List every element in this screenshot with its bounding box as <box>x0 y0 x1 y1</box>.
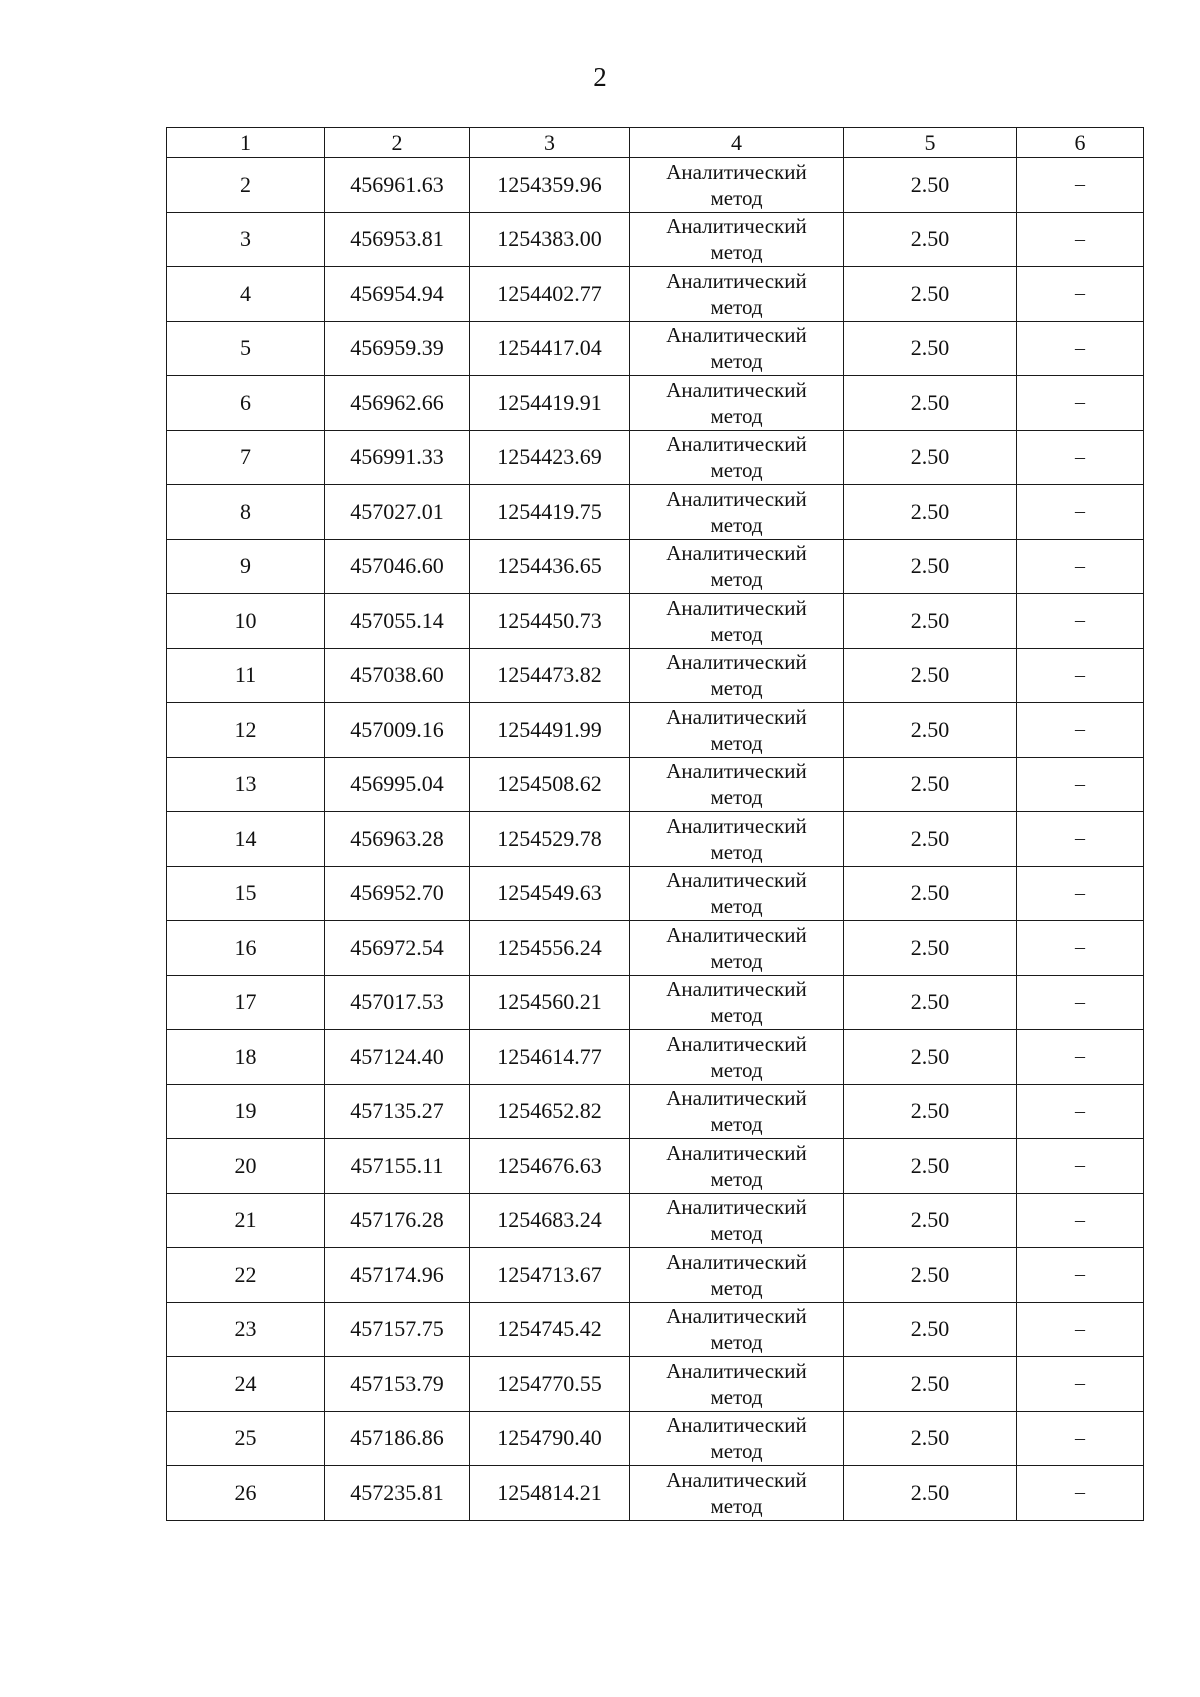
note-cell: – <box>1017 1302 1144 1357</box>
point-number-cell: 22 <box>167 1248 325 1303</box>
y-coordinate-cell: 1254549.63 <box>470 866 630 921</box>
table-row <box>167 1084 1144 1139</box>
note-cell: – <box>1017 485 1144 540</box>
accuracy-cell: 2.50 <box>844 539 1017 594</box>
accuracy-cell: 2.50 <box>844 1411 1017 1466</box>
method-line-2: метод <box>710 839 763 864</box>
column-header-6: 6 <box>1017 128 1144 158</box>
table-row <box>167 1466 1144 1521</box>
table-row <box>167 376 1144 431</box>
table-header <box>167 128 1144 158</box>
note-cell: – <box>1017 430 1144 485</box>
method-line-1: Аналитический <box>666 432 807 457</box>
table-row <box>167 1193 1144 1248</box>
y-coordinate-cell: 1254473.82 <box>470 648 630 703</box>
method-cell <box>630 703 844 758</box>
method-cell <box>630 812 844 867</box>
note-cell: – <box>1017 812 1144 867</box>
method-cell <box>630 321 844 376</box>
method-line-1: Аналитический <box>666 1467 807 1492</box>
point-number-cell: 19 <box>167 1084 325 1139</box>
accuracy-cell: 2.50 <box>844 1139 1017 1194</box>
point-number-cell: 21 <box>167 1193 325 1248</box>
method-cell <box>630 1466 844 1521</box>
note-cell: – <box>1017 1411 1144 1466</box>
y-coordinate-cell: 1254745.42 <box>470 1302 630 1357</box>
table-row <box>167 158 1144 213</box>
y-coordinate-cell: 1254790.40 <box>470 1411 630 1466</box>
y-coordinate-cell: 1254814.21 <box>470 1466 630 1521</box>
method-line-1: Аналитический <box>666 377 807 402</box>
method-line-1: Аналитический <box>666 813 807 838</box>
x-coordinate-cell: 457009.16 <box>325 703 470 758</box>
x-coordinate-cell: 456954.94 <box>325 267 470 322</box>
note-cell: – <box>1017 1466 1144 1521</box>
method-line-2: метод <box>710 1221 763 1246</box>
y-coordinate-cell: 1254419.91 <box>470 376 630 431</box>
note-cell: – <box>1017 539 1144 594</box>
method-line-1: Аналитический <box>666 1304 807 1329</box>
method-cell <box>630 921 844 976</box>
method-line-2: метод <box>710 403 763 428</box>
accuracy-cell: 2.50 <box>844 812 1017 867</box>
method-line-1: Аналитический <box>666 1031 807 1056</box>
point-number-cell: 13 <box>167 757 325 812</box>
method-line-2: метод <box>710 785 763 810</box>
method-cell <box>630 485 844 540</box>
method-line-1: Аналитический <box>666 704 807 729</box>
accuracy-cell: 2.50 <box>844 430 1017 485</box>
method-line-1: Аналитический <box>666 868 807 893</box>
point-number-cell: 18 <box>167 1030 325 1085</box>
method-line-2: метод <box>710 730 763 755</box>
y-coordinate-cell: 1254419.75 <box>470 485 630 540</box>
method-line-2: метод <box>710 1057 763 1082</box>
note-cell: – <box>1017 594 1144 649</box>
method-line-1: Аналитический <box>666 1195 807 1220</box>
y-coordinate-cell: 1254359.96 <box>470 158 630 213</box>
x-coordinate-cell: 456962.66 <box>325 376 470 431</box>
accuracy-cell: 2.50 <box>844 1302 1017 1357</box>
note-cell: – <box>1017 1030 1144 1085</box>
accuracy-cell: 2.50 <box>844 158 1017 213</box>
method-cell <box>630 975 844 1030</box>
note-cell: – <box>1017 158 1144 213</box>
note-cell: – <box>1017 866 1144 921</box>
column-header-3: 3 <box>470 128 630 158</box>
x-coordinate-cell: 456963.28 <box>325 812 470 867</box>
table-row <box>167 757 1144 812</box>
method-cell <box>630 1411 844 1466</box>
accuracy-cell: 2.50 <box>844 757 1017 812</box>
x-coordinate-cell: 457055.14 <box>325 594 470 649</box>
y-coordinate-cell: 1254450.73 <box>470 594 630 649</box>
accuracy-cell: 2.50 <box>844 921 1017 976</box>
method-cell <box>630 376 844 431</box>
method-cell <box>630 158 844 213</box>
method-line-2: метод <box>710 621 763 646</box>
point-number-cell: 2 <box>167 158 325 213</box>
accuracy-cell: 2.50 <box>844 648 1017 703</box>
x-coordinate-cell: 457017.53 <box>325 975 470 1030</box>
method-cell <box>630 866 844 921</box>
point-number-cell: 5 <box>167 321 325 376</box>
x-coordinate-cell: 457124.40 <box>325 1030 470 1085</box>
note-cell: – <box>1017 1084 1144 1139</box>
note-cell: – <box>1017 1357 1144 1412</box>
note-cell: – <box>1017 267 1144 322</box>
table-row <box>167 1030 1144 1085</box>
coordinates-table <box>166 127 1144 1521</box>
y-coordinate-cell: 1254529.78 <box>470 812 630 867</box>
method-line-1: Аналитический <box>666 595 807 620</box>
y-coordinate-cell: 1254614.77 <box>470 1030 630 1085</box>
table-row <box>167 212 1144 267</box>
x-coordinate-cell: 456972.54 <box>325 921 470 976</box>
table-row <box>167 648 1144 703</box>
column-header-2: 2 <box>325 128 470 158</box>
table-row <box>167 1139 1144 1194</box>
method-cell <box>630 1139 844 1194</box>
x-coordinate-cell: 456995.04 <box>325 757 470 812</box>
method-line-1: Аналитический <box>666 486 807 511</box>
table-row <box>167 1411 1144 1466</box>
method-cell <box>630 212 844 267</box>
method-line-2: метод <box>710 1003 763 1028</box>
accuracy-cell: 2.50 <box>844 1084 1017 1139</box>
y-coordinate-cell: 1254383.00 <box>470 212 630 267</box>
y-coordinate-cell: 1254417.04 <box>470 321 630 376</box>
x-coordinate-cell: 457135.27 <box>325 1084 470 1139</box>
method-line-1: Аналитический <box>666 214 807 239</box>
y-coordinate-cell: 1254491.99 <box>470 703 630 758</box>
accuracy-cell: 2.50 <box>844 594 1017 649</box>
method-line-1: Аналитический <box>666 1249 807 1274</box>
accuracy-cell: 2.50 <box>844 1030 1017 1085</box>
x-coordinate-cell: 457153.79 <box>325 1357 470 1412</box>
point-number-cell: 23 <box>167 1302 325 1357</box>
method-line-1: Аналитический <box>666 1358 807 1383</box>
note-cell: – <box>1017 703 1144 758</box>
y-coordinate-cell: 1254436.65 <box>470 539 630 594</box>
x-coordinate-cell: 456961.63 <box>325 158 470 213</box>
method-cell <box>630 594 844 649</box>
y-coordinate-cell: 1254423.69 <box>470 430 630 485</box>
x-coordinate-cell: 457155.11 <box>325 1139 470 1194</box>
table-row <box>167 921 1144 976</box>
note-cell: – <box>1017 212 1144 267</box>
table-row <box>167 812 1144 867</box>
method-line-2: метод <box>710 1384 763 1409</box>
y-coordinate-cell: 1254652.82 <box>470 1084 630 1139</box>
method-cell <box>630 430 844 485</box>
y-coordinate-cell: 1254556.24 <box>470 921 630 976</box>
method-line-1: Аналитический <box>666 268 807 293</box>
accuracy-cell: 2.50 <box>844 1248 1017 1303</box>
column-header-4: 4 <box>630 128 844 158</box>
note-cell: – <box>1017 1248 1144 1303</box>
column-header-1: 1 <box>167 128 325 158</box>
method-line-1: Аналитический <box>666 1086 807 1111</box>
x-coordinate-cell: 457157.75 <box>325 1302 470 1357</box>
accuracy-cell: 2.50 <box>844 376 1017 431</box>
column-header-5: 5 <box>844 128 1017 158</box>
point-number-cell: 11 <box>167 648 325 703</box>
note-cell: – <box>1017 1193 1144 1248</box>
table-body <box>167 158 1144 1521</box>
method-cell <box>630 267 844 322</box>
table-row <box>167 975 1144 1030</box>
note-cell: – <box>1017 921 1144 976</box>
note-cell: – <box>1017 1139 1144 1194</box>
table-row <box>167 1302 1144 1357</box>
method-cell <box>630 648 844 703</box>
accuracy-cell: 2.50 <box>844 267 1017 322</box>
point-number-cell: 25 <box>167 1411 325 1466</box>
note-cell: – <box>1017 321 1144 376</box>
x-coordinate-cell: 457038.60 <box>325 648 470 703</box>
method-line-2: метод <box>710 1166 763 1191</box>
method-line-1: Аналитический <box>666 541 807 566</box>
method-cell <box>630 757 844 812</box>
accuracy-cell: 2.50 <box>844 866 1017 921</box>
x-coordinate-cell: 456959.39 <box>325 321 470 376</box>
point-number-cell: 14 <box>167 812 325 867</box>
x-coordinate-cell: 457176.28 <box>325 1193 470 1248</box>
table-row <box>167 485 1144 540</box>
x-coordinate-cell: 457186.86 <box>325 1411 470 1466</box>
point-number-cell: 24 <box>167 1357 325 1412</box>
method-line-2: метод <box>710 458 763 483</box>
method-line-2: метод <box>710 948 763 973</box>
point-number-cell: 12 <box>167 703 325 758</box>
accuracy-cell: 2.50 <box>844 485 1017 540</box>
point-number-cell: 17 <box>167 975 325 1030</box>
point-number-cell: 9 <box>167 539 325 594</box>
header-row <box>167 128 1144 158</box>
y-coordinate-cell: 1254713.67 <box>470 1248 630 1303</box>
method-cell <box>630 1030 844 1085</box>
method-line-1: Аналитический <box>666 159 807 184</box>
x-coordinate-cell: 457235.81 <box>325 1466 470 1521</box>
table-row <box>167 866 1144 921</box>
method-line-1: Аналитический <box>666 323 807 348</box>
method-line-2: метод <box>710 1330 763 1355</box>
point-number-cell: 8 <box>167 485 325 540</box>
method-line-2: метод <box>710 676 763 701</box>
note-cell: – <box>1017 376 1144 431</box>
point-number-cell: 15 <box>167 866 325 921</box>
note-cell: – <box>1017 757 1144 812</box>
x-coordinate-cell: 456953.81 <box>325 212 470 267</box>
x-coordinate-cell: 457027.01 <box>325 485 470 540</box>
method-line-2: метод <box>710 512 763 537</box>
method-line-1: Аналитический <box>666 1413 807 1438</box>
table-row <box>167 594 1144 649</box>
accuracy-cell: 2.50 <box>844 1193 1017 1248</box>
accuracy-cell: 2.50 <box>844 975 1017 1030</box>
method-line-2: метод <box>710 240 763 265</box>
y-coordinate-cell: 1254508.62 <box>470 757 630 812</box>
accuracy-cell: 2.50 <box>844 703 1017 758</box>
method-cell <box>630 1357 844 1412</box>
method-line-2: метод <box>710 294 763 319</box>
x-coordinate-cell: 456952.70 <box>325 866 470 921</box>
point-number-cell: 10 <box>167 594 325 649</box>
method-line-2: метод <box>710 349 763 374</box>
y-coordinate-cell: 1254560.21 <box>470 975 630 1030</box>
method-cell <box>630 1193 844 1248</box>
point-number-cell: 20 <box>167 1139 325 1194</box>
method-line-1: Аналитический <box>666 922 807 947</box>
table-row <box>167 430 1144 485</box>
accuracy-cell: 2.50 <box>844 212 1017 267</box>
method-line-2: метод <box>710 1439 763 1464</box>
table-row <box>167 1357 1144 1412</box>
x-coordinate-cell: 456991.33 <box>325 430 470 485</box>
table-row <box>167 703 1144 758</box>
method-cell <box>630 1302 844 1357</box>
method-line-2: метод <box>710 1493 763 1518</box>
method-line-2: метод <box>710 1112 763 1137</box>
point-number-cell: 3 <box>167 212 325 267</box>
method-line-2: метод <box>710 894 763 919</box>
method-line-1: Аналитический <box>666 759 807 784</box>
y-coordinate-cell: 1254683.24 <box>470 1193 630 1248</box>
method-line-2: метод <box>710 185 763 210</box>
accuracy-cell: 2.50 <box>844 321 1017 376</box>
method-line-2: метод <box>710 1275 763 1300</box>
method-cell <box>630 539 844 594</box>
y-coordinate-cell: 1254770.55 <box>470 1357 630 1412</box>
table-row <box>167 539 1144 594</box>
point-number-cell: 26 <box>167 1466 325 1521</box>
x-coordinate-cell: 457174.96 <box>325 1248 470 1303</box>
method-cell <box>630 1248 844 1303</box>
point-number-cell: 16 <box>167 921 325 976</box>
method-cell <box>630 1084 844 1139</box>
accuracy-cell: 2.50 <box>844 1466 1017 1521</box>
table-row <box>167 1248 1144 1303</box>
method-line-1: Аналитический <box>666 1140 807 1165</box>
y-coordinate-cell: 1254676.63 <box>470 1139 630 1194</box>
x-coordinate-cell: 457046.60 <box>325 539 470 594</box>
note-cell: – <box>1017 975 1144 1030</box>
method-line-2: метод <box>710 567 763 592</box>
point-number-cell: 6 <box>167 376 325 431</box>
note-cell: – <box>1017 648 1144 703</box>
point-number-cell: 4 <box>167 267 325 322</box>
method-line-1: Аналитический <box>666 977 807 1002</box>
accuracy-cell: 2.50 <box>844 1357 1017 1412</box>
page-number: 2 <box>593 62 607 92</box>
point-number-cell: 7 <box>167 430 325 485</box>
table-row <box>167 267 1144 322</box>
table-row <box>167 321 1144 376</box>
y-coordinate-cell: 1254402.77 <box>470 267 630 322</box>
method-line-1: Аналитический <box>666 650 807 675</box>
